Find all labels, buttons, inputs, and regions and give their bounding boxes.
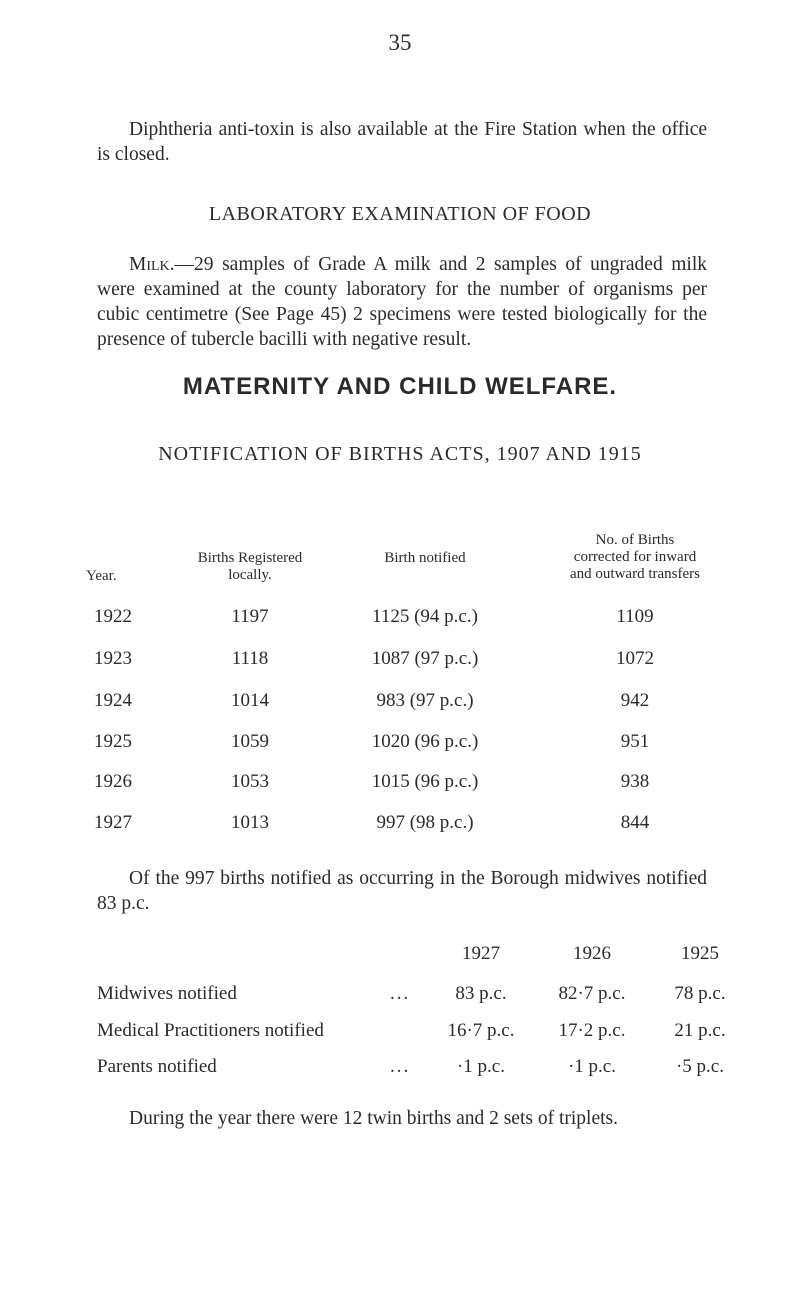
cell-notified: 1125 (94 p.c.) <box>372 606 478 627</box>
header-registered: Births Registered locally. <box>197 550 303 583</box>
value-cell: 21 p.c. <box>674 1020 726 1041</box>
year-header: 1926 <box>573 943 611 964</box>
value-cell: 16·7 p.c. <box>447 1020 515 1041</box>
cell-registered: 1053 <box>231 771 269 792</box>
row-label: Parents notified <box>97 1056 217 1077</box>
value-cell: 82·7 p.c. <box>558 983 626 1004</box>
leader-dots: ... <box>390 1056 411 1077</box>
cell-year: 1927 <box>94 812 132 833</box>
value-cell: ·1 p.c. <box>567 1056 616 1077</box>
year-header: 1927 <box>462 943 500 964</box>
cell-notified: 1015 (96 p.c.) <box>371 771 479 792</box>
milk-paragraph <box>97 252 707 352</box>
value-cell: 78 p.c. <box>674 983 726 1004</box>
cell-registered: 1118 <box>231 648 269 669</box>
header-year: Year. <box>86 568 117 584</box>
header-corrected <box>525 532 745 583</box>
header-corrected-line2: corrected for inward <box>573 549 697 565</box>
cell-corrected: 844 <box>620 812 650 833</box>
cell-registered: 1014 <box>231 690 269 711</box>
header-notified: Birth notified <box>384 550 466 566</box>
page-number: 35 <box>388 30 412 55</box>
cell-registered: 1013 <box>231 812 269 833</box>
maternity-heading: MATERNITY AND CHILD WELFARE. <box>182 373 618 400</box>
twins-text: During the year there were 12 twin births and 2 sets of triplets. <box>129 1108 618 1129</box>
cell-registered: 1197 <box>231 606 269 627</box>
cell-corrected: 1109 <box>616 606 654 627</box>
cell-corrected: 942 <box>620 690 650 711</box>
header-corrected-line1: No. of Births <box>595 532 675 548</box>
cell-year: 1924 <box>94 690 132 711</box>
header-corrected-line3: and outward transfers <box>570 566 700 582</box>
milk-label: Milk. <box>129 254 175 275</box>
cell-year: 1923 <box>94 648 132 669</box>
cell-corrected: 938 <box>620 771 650 792</box>
value-cell: 83 p.c. <box>455 983 507 1004</box>
twins-paragraph <box>97 1106 707 1131</box>
cell-notified: 1020 (96 p.c.) <box>371 731 479 752</box>
cell-year: 1922 <box>94 606 132 627</box>
cell-corrected: 951 <box>620 731 650 752</box>
intro-paragraph <box>97 117 707 167</box>
leader-dots: ... <box>390 983 411 1004</box>
notified-text: Of the 997 births notified as occurring in the Borough midwives notified 83 p.c. <box>97 868 707 914</box>
row-label: Midwives notified <box>97 983 237 1004</box>
cell-year: 1925 <box>94 731 132 752</box>
laboratory-heading: LABORATORY EXAMINATION OF FOOD <box>208 203 592 225</box>
value-cell: ·5 p.c. <box>675 1056 724 1077</box>
row-label: Medical Practitioners notified <box>97 1020 324 1041</box>
cell-notified: 1087 (97 p.c.) <box>371 648 479 669</box>
cell-notified: 997 (98 p.c.) <box>376 812 474 833</box>
milk-text: —29 samples of Grade A milk and 2 samples of ungraded milk were examined at the county laboratory for the number of organisms per cubic centimetre (See Page 45) 2 specimens were tested biologically for the presence of tubercle bacilli with negative result. <box>97 254 707 350</box>
intro-text: Diphtheria anti-toxin is also available at the Fire Station when the office is closed. <box>97 119 707 165</box>
cell-notified: 983 (97 p.c.) <box>376 690 474 711</box>
value-cell: 17·2 p.c. <box>558 1020 626 1041</box>
value-cell: ·1 p.c. <box>456 1056 505 1077</box>
cell-registered: 1059 <box>231 731 269 752</box>
cell-year: 1926 <box>94 771 132 792</box>
cell-corrected: 1072 <box>616 648 654 669</box>
notification-heading: NOTIFICATION OF BIRTHS ACTS, 1907 AND 1915 <box>158 443 642 465</box>
notified-paragraph <box>97 866 707 916</box>
year-header: 1925 <box>681 943 719 964</box>
